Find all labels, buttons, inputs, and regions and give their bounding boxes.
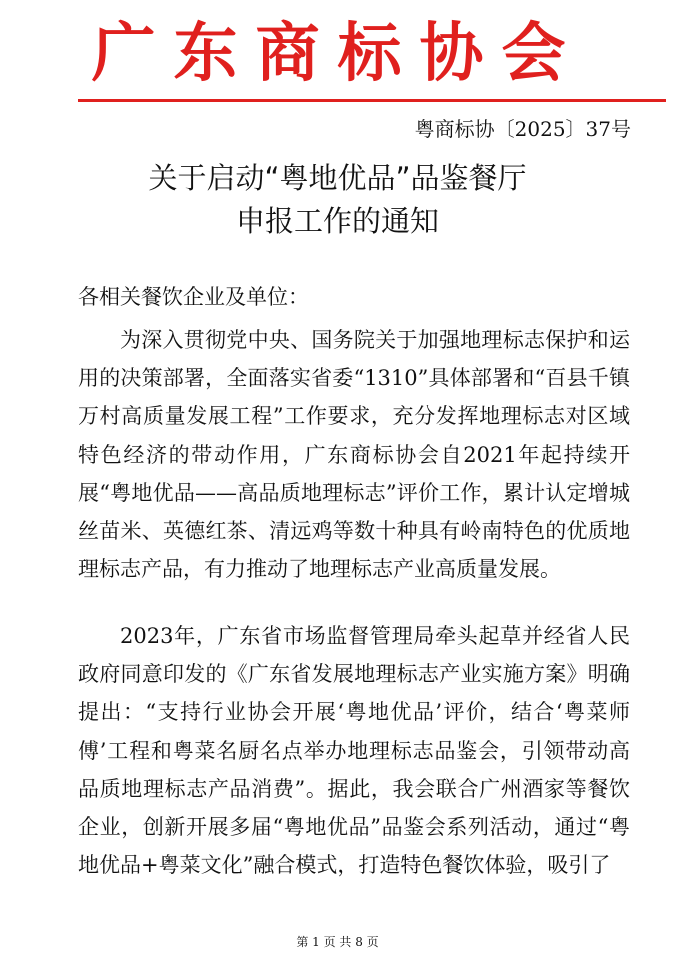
salutation: 各相关餐饮企业及单位： [78,285,309,309]
document-title-line-1: 关于启动“粤地优品”品鉴餐厅 [148,161,527,195]
body-paragraph-2: 2023年，广东省市场监督管理局牵头起草并经省人民政府同意印发的《广东省发展地理标志产业实施方案》明确提出：“支持行业协会开展‘粤地优品’评价，结合‘粤菜师傅’工程和粤菜名厨名点举办地理标志品鉴会，引领带动高品质地理标志产品消费”。据此，我会联合广州酒家等餐饮企业，创新开展多届“粤地优品”品鉴会系列活动，通过“粤地优品+粤菜文化”融合模式，打造特色餐饮体验，吸引了 [78,624,630,878]
document-number: 粤商标协〔2025〕37号 [414,117,631,141]
letterhead-title: 广东商标协会 [91,16,584,91]
page-footer: 第 1 页 共 8 页 [296,935,379,949]
letterhead-red-rule [78,99,666,102]
body-paragraph-1: 为深入贯彻党中央、国务院关于加强地理标志保护和运用的决策部署，全面落实省委“1310”具体部署和“百县千镇万村高质量发展工程”工作要求，充分发挥地理标志对区域特色经济的带动作用，广东商标协会自2021年起持续开展“粤地优品——高品质地理标志”评价工作，累计认定增城丝苗米、英德红茶、清远鸡等数十种具有岭南特色的优质地理标志产品，有力推动了地理标志产业高质量发展。 [78,328,630,582]
document-title-line-2: 申报工作的通知 [235,204,439,238]
